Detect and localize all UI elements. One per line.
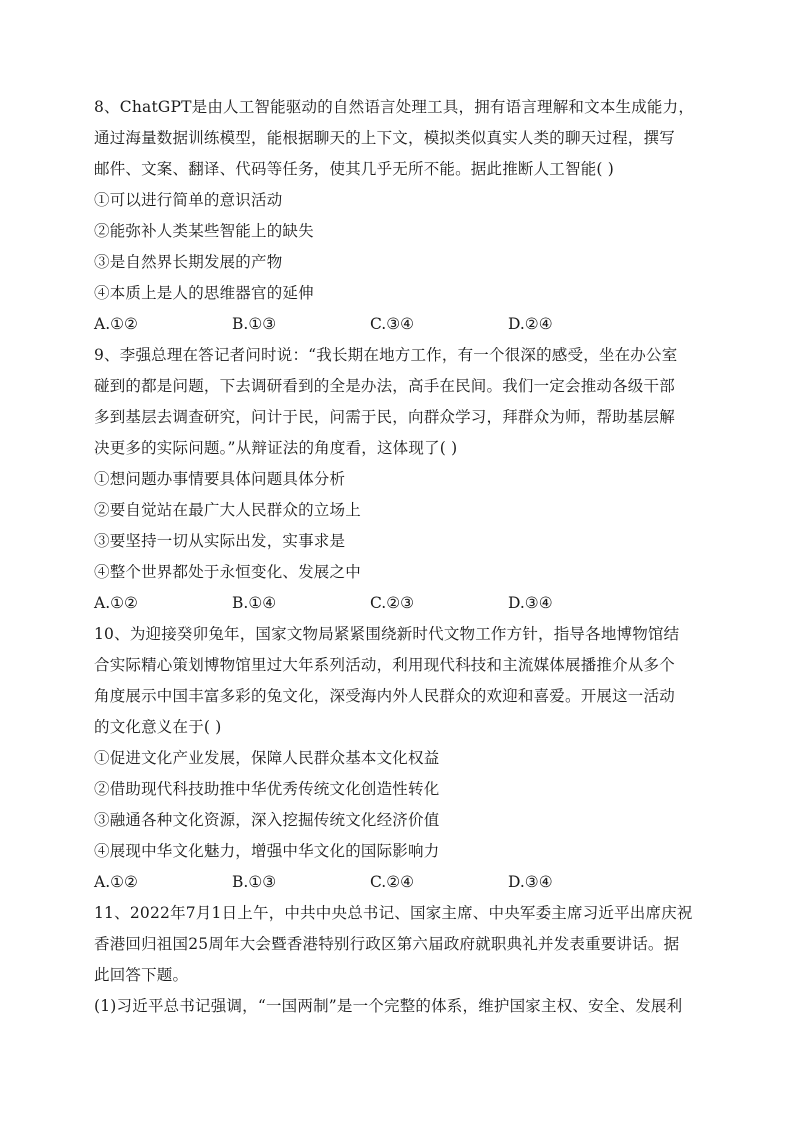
question-9 <box>94 340 694 619</box>
option-c: C.③④ <box>370 315 415 333</box>
document-page <box>94 92 694 1022</box>
answer-options <box>94 588 694 619</box>
question-stem-line: 此回答下题。 <box>94 966 189 984</box>
question-stem-line: 决更多的实际问题。”从辩证法的角度看，这体现了( ) <box>94 439 458 457</box>
statement-3: ③要坚持一切从实际出发，实事求是 <box>94 532 346 550</box>
statement-2: ②能弥补人类某些智能上的缺失 <box>94 222 314 240</box>
answer-options <box>94 867 694 898</box>
sub-question-1: (1)习近平总书记强调，“一国两制”是一个完整的体系，维护国家主权、安全、发展利 <box>94 997 683 1015</box>
option-d: D.②④ <box>508 315 553 333</box>
question-stem-line: 通过海量数据训练模型，能根据聊天的上下文，模拟类似真实人类的聊天过程，撰写 <box>94 129 675 147</box>
statement-4: ④整个世界都处于永恒变化、发展之中 <box>94 563 361 581</box>
statement-3: ③融通各种文化资源，深入挖掘传统文化经济价值 <box>94 811 440 829</box>
question-11 <box>94 898 694 1022</box>
question-stem-line: 碰到的都是问题，下去调研看到的全是办法，高手在民间。我们一定会推动各级干部 <box>94 377 675 395</box>
answer-options <box>94 309 694 340</box>
question-stem-line: 10、为迎接癸卯兔年，国家文物局紧紧围绕新时代文物工作方针，指导各地博物馆结 <box>94 625 680 643</box>
option-a: A.①② <box>94 315 138 333</box>
option-c: C.②④ <box>370 873 415 891</box>
question-stem-line: 的文化意义在于( ) <box>94 718 222 736</box>
question-stem-line: 合实际精心策划博物馆里过大年系列活动，利用现代科技和主流媒体展播推介从多个 <box>94 656 675 674</box>
question-stem-line: 8、ChatGPT是由人工智能驱动的自然语言处理工具，拥有语言理解和文本生成能力， <box>94 98 694 116</box>
option-c: C.②③ <box>370 594 415 612</box>
statement-2: ②借助现代科技助推中华优秀传统文化创造性转化 <box>94 780 440 798</box>
question-stem-line: 11、2022年7月1日上午，中共中央总书记、国家主席、中央军委主席习近平出席庆祝 <box>94 904 693 922</box>
question-stem-line: 邮件、文案、翻译、代码等任务，使其几乎无所不能。据此推断人工智能( ) <box>94 160 615 178</box>
option-a: A.①② <box>94 594 138 612</box>
option-b: B.①④ <box>232 594 277 612</box>
statement-1: ①促进文化产业发展，保障人民群众基本文化权益 <box>94 749 440 767</box>
statement-1: ①可以进行简单的意识活动 <box>94 191 283 209</box>
option-d: D.③④ <box>508 594 553 612</box>
question-10 <box>94 619 694 898</box>
statement-4: ④展现中华文化魅力，增强中华文化的国际影响力 <box>94 842 440 860</box>
statement-1: ①想问题办事情要具体问题具体分析 <box>94 470 346 488</box>
question-stem-line: 角度展示中国丰富多彩的兔文化，深受海内外人民群众的欢迎和喜爱。开展这一活动 <box>94 687 675 705</box>
option-d: D.③④ <box>508 873 553 891</box>
option-a: A.①② <box>94 873 138 891</box>
question-stem-line: 9、李强总理在答记者问时说：“我长期在地方工作，有一个很深的感受，坐在办公室 <box>94 346 678 364</box>
option-b: B.①③ <box>232 873 277 891</box>
question-8 <box>94 92 694 340</box>
statement-3: ③是自然界长期发展的产物 <box>94 253 283 271</box>
question-stem-line: 香港回归祖国25周年大会暨香港特别行政区第六届政府就职典礼并发表重要讲话。据 <box>94 935 680 953</box>
question-stem-line: 多到基层去调查研究，问计于民，问需于民，向群众学习，拜群众为师，帮助基层解 <box>94 408 675 426</box>
statement-4: ④本质上是人的思维器官的延伸 <box>94 284 314 302</box>
option-b: B.①③ <box>232 315 277 333</box>
statement-2: ②要自觉站在最广大人民群众的立场上 <box>94 501 361 519</box>
